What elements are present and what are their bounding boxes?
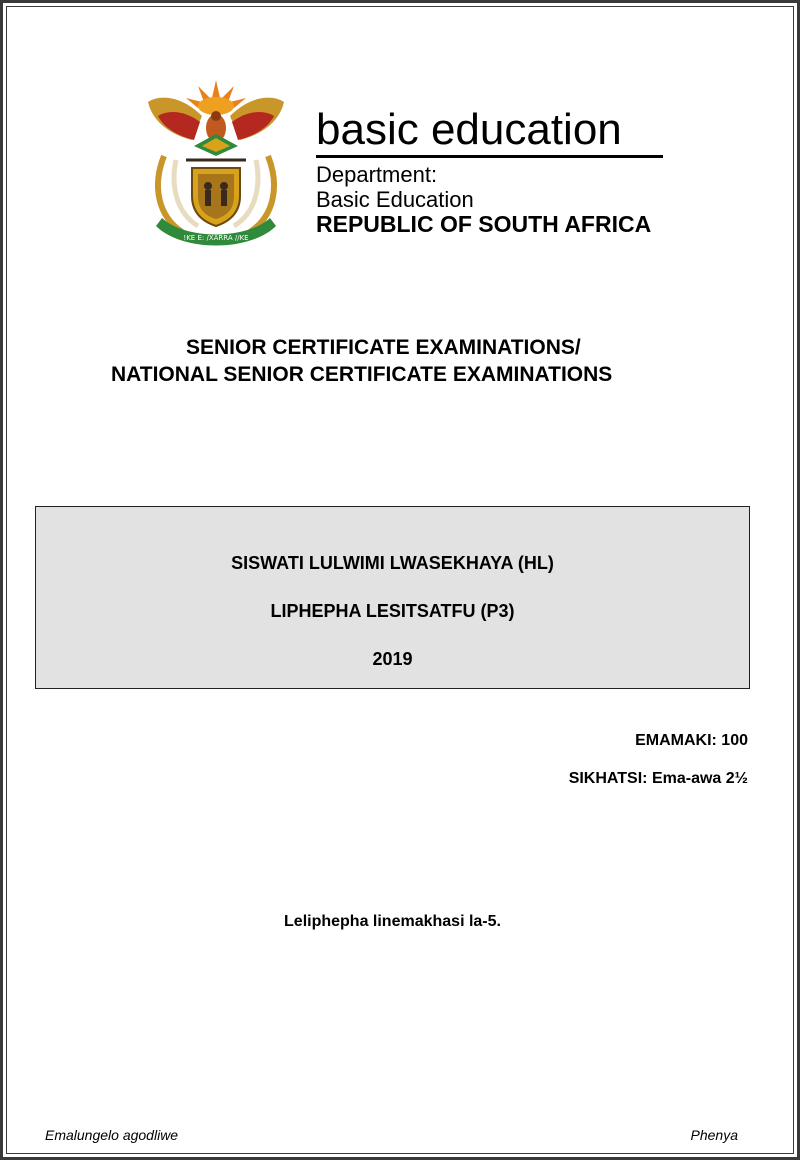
marks-label: EMAMAKI: 100: [635, 732, 748, 749]
exam-title-line-2: NATIONAL SENIOR CERTIFICATE EXAMINATIONS: [111, 363, 613, 386]
exam-title-line-1: SENIOR CERTIFICATE EXAMINATIONS/: [186, 336, 581, 359]
coat-of-arms-icon: [142, 76, 290, 252]
turn-over-note: Phenya: [690, 1127, 738, 1143]
department-label: Department:: [316, 162, 438, 187]
time-label: SIKHATSI: Ema-awa 2½: [568, 770, 748, 787]
crest-motto: !KE E: /XARRA //KE: [183, 234, 249, 242]
department-name: Basic Education: [316, 187, 474, 212]
brand-title: basic education: [316, 105, 622, 154]
copyright-note: Emalungelo agodliwe: [45, 1127, 179, 1143]
country-name: REPUBLIC OF SOUTH AFRICA: [316, 211, 652, 237]
paper-name: LIPHEPHA LESITSATFU (P3): [270, 601, 515, 621]
subject-name: SISWATI LULWIMI LWASEKHAYA (HL): [231, 553, 554, 573]
exam-year: 2019: [372, 649, 413, 669]
subject-box: [35, 506, 750, 689]
brand-underline: [316, 155, 663, 158]
page-count-note: Leliphepha linemakhasi la-5.: [284, 913, 501, 930]
